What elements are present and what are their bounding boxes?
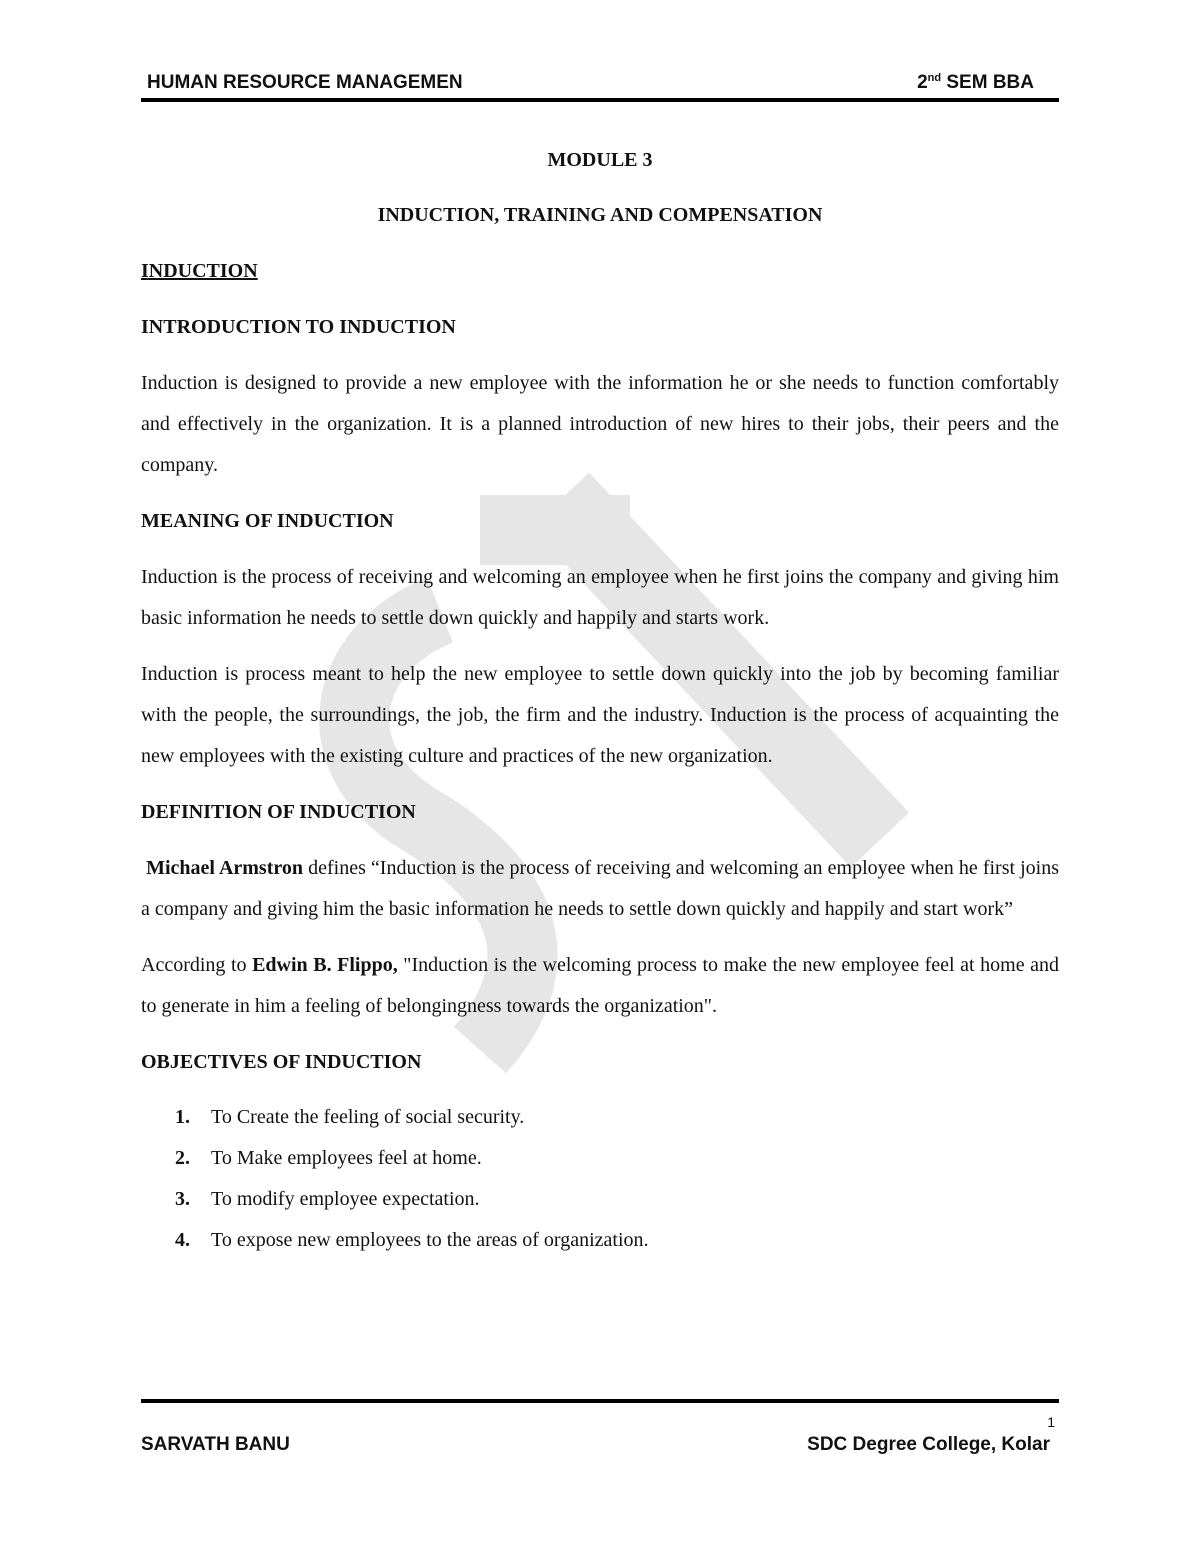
header-semester: 2nd SEM BBA — [917, 72, 1034, 93]
list-item: 1. To Create the feeling of social security. — [175, 1106, 525, 1128]
header-rule — [141, 98, 1059, 102]
footer-college: SDC Degree College, Kolar — [807, 1434, 1050, 1455]
document-body — [141, 140, 1059, 1261]
page-number: 1 — [1047, 1414, 1055, 1430]
list-item: 4. To expose new employees to the areas of organization. — [175, 1229, 649, 1251]
flippo-definition: According to Edwin B. Flippo, "Induction is the welcoming process to make the new employee feel at home and to generate in him a feeling of belongingness towards the organization". — [141, 954, 1059, 1017]
list-item: 3. To modify employee expectation. — [175, 1188, 480, 1210]
armstrong-name: Michael Armstron — [146, 857, 304, 879]
footer-author: SARVATH BANU — [141, 1434, 290, 1455]
header-course-title: HUMAN RESOURCE MANAGEMEN — [147, 72, 463, 93]
definition-heading: DEFINITION OF INDUCTION — [141, 801, 416, 823]
intro-paragraph: Induction is designed to provide a new employee with the information he or she needs to function comfortably and effectively in the organization. It is a planned introduction of new hires to their jobs, their peers and the company. — [141, 372, 1059, 476]
meaning-paragraph-2: Induction is process meant to help the new employee to settle down quickly into the job by becoming familiar with the people, the surroundings, the job, the firm and the industry. Induction is the process of acquainting the new employees with the existing culture and practices of the new organization. — [141, 663, 1059, 767]
footer-rule — [141, 1399, 1059, 1403]
objectives-list — [141, 1097, 1059, 1261]
objectives-heading: OBJECTIVES OF INDUCTION — [141, 1051, 422, 1073]
flippo-name: Edwin B. Flippo, — [252, 954, 398, 976]
list-item: 2. To Make employees feel at home. — [175, 1147, 482, 1169]
meaning-heading: MEANING OF INDUCTION — [141, 510, 394, 532]
meaning-paragraph-1: Induction is the process of receiving and welcoming an employee when he first joins the company and giving him basic information he needs to settle down quickly and happily and starts work. — [141, 566, 1059, 629]
section-heading: INDUCTION — [141, 260, 258, 282]
module-subtitle: INDUCTION, TRAINING AND COMPENSATION — [377, 204, 823, 226]
armstrong-definition: Michael Armstron defines “Induction is the process of receiving and welcoming an employee when he first joins a company and giving him the basic information he needs to settle down quickly and happily and start work” — [141, 857, 1060, 920]
module-title: MODULE 3 — [547, 149, 653, 171]
intro-heading: INTRODUCTION TO INDUCTION — [141, 316, 456, 338]
